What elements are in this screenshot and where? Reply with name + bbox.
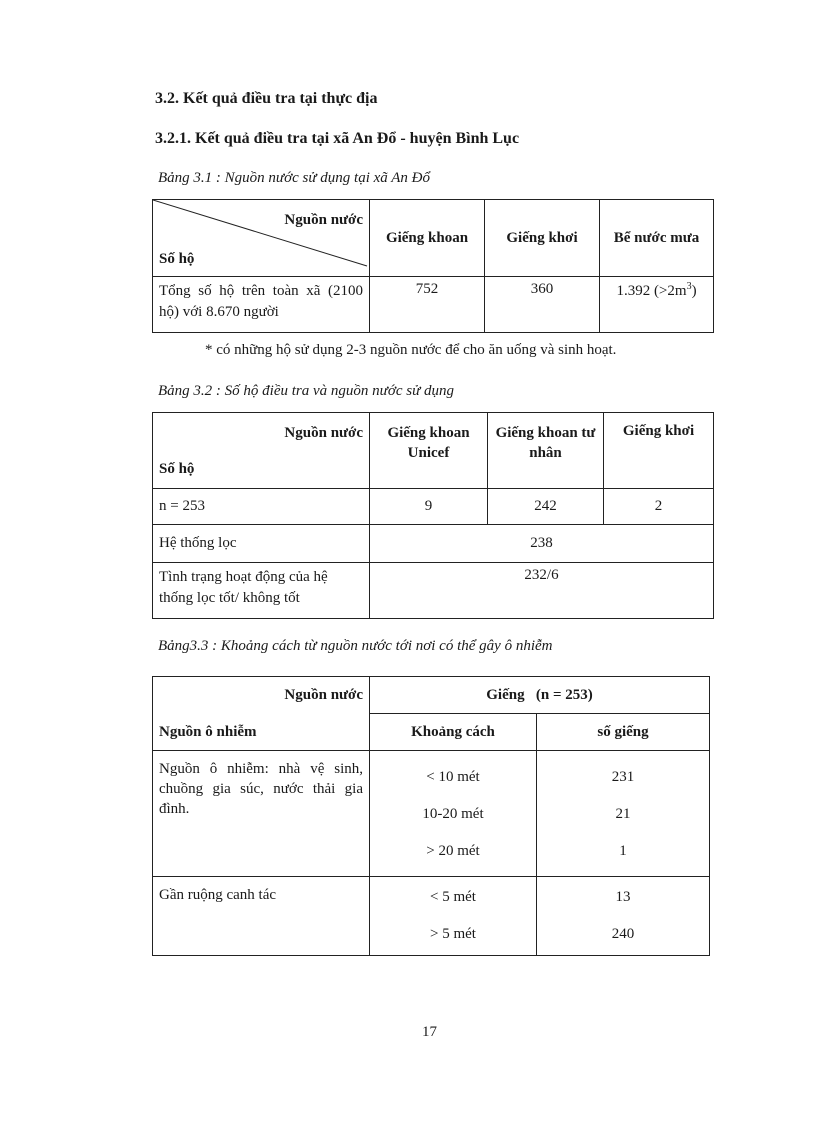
table1-row-label: Tổng số hộ trên toàn xã (2100 hộ) với 8.670 người [153, 277, 370, 333]
table3-count-cell: 21 [615, 806, 631, 822]
table3-group1-counts [537, 751, 710, 877]
table2-corner-top: Nguồn nước [284, 425, 363, 441]
table3-count-cell: 231 [611, 769, 635, 785]
table1-value-be-nuoc-mua [600, 277, 714, 333]
table2-corner-cell [153, 413, 370, 489]
table2-corner-bottom: Số hộ [159, 461, 195, 477]
table2-header-gieng-khoi: Giếng khơi [604, 413, 714, 489]
table3-group2-distances [370, 877, 537, 956]
table3-count-cell: 13 [615, 889, 631, 905]
table3-group-header: Giếng (n = 253) [370, 677, 710, 714]
table3-count-cell: 240 [611, 926, 635, 942]
table3-group1-distances [370, 751, 537, 877]
table2-header-unicef: Giếng khoan Unicef [370, 413, 488, 489]
table3-count-cell: 1 [619, 843, 627, 859]
table3-distance-cell: 10-20 mét [422, 806, 484, 822]
table3 [152, 676, 710, 956]
table1-header-be-nuoc-mua: Bể nước mưa [600, 200, 714, 277]
table1-header-gieng-khoan: Giếng khoan [370, 200, 485, 277]
table2-row1-tu-nhan: 242 [488, 489, 604, 525]
table3-group2-label: Gần ruộng canh tác [153, 877, 370, 956]
table3-corner-cell [153, 677, 370, 751]
table3-subheader-distance: Khoảng cách [370, 714, 537, 751]
table1-value-suffix: ) [691, 283, 697, 299]
table1 [152, 199, 714, 333]
table3-distance-cell: > 5 mét [430, 926, 476, 942]
table3-caption: Bảng3.3 : Khoảng cách từ nguồn nước tới nơi có thể gây ô nhiễm [158, 638, 553, 654]
table3-corner-bottom: Nguồn ô nhiễm [159, 724, 257, 740]
table3-distance-cell: < 10 mét [426, 769, 480, 785]
table2-row2-value: 238 [370, 525, 714, 563]
table3-distance-cell: > 20 mét [426, 843, 480, 859]
table2 [152, 412, 714, 619]
table1-corner-cell [153, 200, 370, 277]
table3-corner-top: Nguồn nước [284, 687, 363, 703]
table1-superscript: 3 [686, 281, 692, 292]
table1-value-gieng-khoan: 752 [370, 277, 485, 333]
table2-header-tu-nhan: Giếng khoan tư nhân [488, 413, 604, 489]
table1-value-be-nuoc-mua-main: 1.392 (>2m [616, 283, 687, 299]
table3-distance-cell: < 5 mét [430, 889, 476, 905]
table1-corner-top: Nguồn nước [284, 212, 363, 228]
table1-header-gieng-khoi: Giếng khơi [485, 200, 600, 277]
table2-row3-value: 232/6 [370, 563, 714, 619]
section-title: 3.2. Kết quả điều tra tại thực địa [155, 90, 378, 107]
table1-caption: Bảng 3.1 : Nguồn nước sử dụng tại xã An Đổ [158, 170, 430, 186]
table1-corner-bottom: Số hộ [159, 251, 195, 267]
table3-group1-label: Nguồn ô nhiễm: nhà vệ sinh, chuồng gia súc, nước thải gia đình. [153, 751, 370, 877]
table1-note: * có những hộ sử dụng 2-3 nguồn nước để cho ăn uống và sinh hoạt. [205, 342, 617, 358]
subsection-title: 3.2.1. Kết quả điều tra tại xã An Đổ - huyện Bình Lục [155, 130, 520, 147]
table3-subheader-count: số giếng [537, 714, 710, 751]
table3-group2-counts [537, 877, 710, 956]
table2-row1-unicef: 9 [370, 489, 488, 525]
table1-value-gieng-khoi: 360 [485, 277, 600, 333]
table2-row3-label: Tình trạng hoạt động của hệ thống lọc tốt/ không tốt [153, 563, 370, 619]
table2-row2-label: Hệ thống lọc [153, 525, 370, 563]
table2-row1-gieng-khoi: 2 [604, 489, 714, 525]
table2-caption: Bảng 3.2 : Số hộ điều tra và nguồn nước sử dụng [158, 383, 455, 399]
table2-row1-label: n = 253 [153, 489, 370, 525]
page-number: 17 [422, 1024, 437, 1040]
